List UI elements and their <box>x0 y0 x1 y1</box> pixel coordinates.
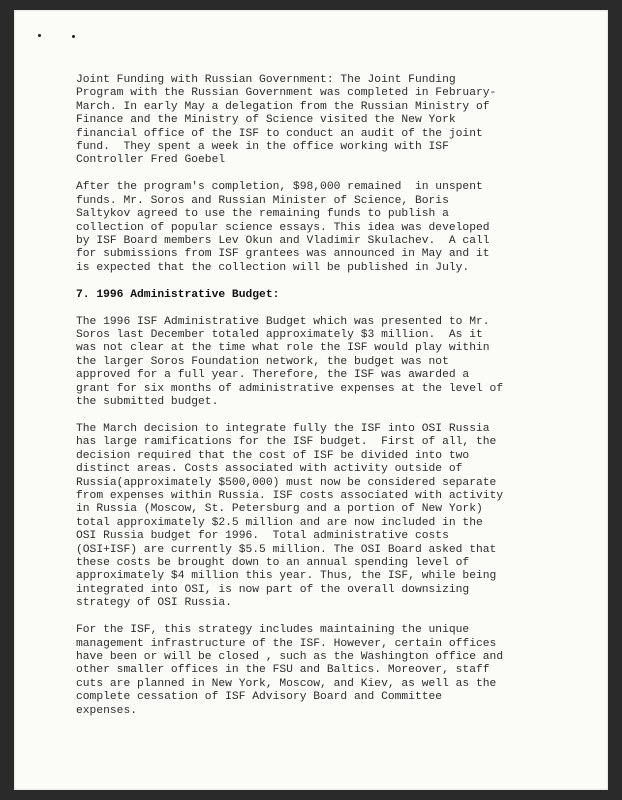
document-page <box>14 10 608 790</box>
paragraph-gap <box>76 302 576 316</box>
document-body <box>76 74 576 718</box>
text-line: The March decision to integrate fully the ISF into OSI Russia <box>76 422 490 435</box>
text-line: The 1996 ISF Administrative Budget which was presented to Mr. <box>76 315 490 328</box>
speck-mark <box>38 34 41 37</box>
text-line: complete cessation of ISF Advisory Board and Committee <box>76 691 443 704</box>
text-line: (OSI+ISF) are currently $5.5 million. The OSI Board asked that <box>76 543 497 556</box>
text-line: has large ramifications for the ISF budget. First of all, the <box>76 436 497 449</box>
text-line: financial office of the ISF to conduct an audit of the joint <box>76 127 483 140</box>
text-line: management infrastructure of the ISF. However, certain offices <box>76 637 497 650</box>
text-line: funds. Mr. Soros and Russian Minister of Science, Boris <box>76 194 449 207</box>
text-line: the submitted budget. <box>76 396 219 409</box>
text-line: Program with the Russian Government was completed in February- <box>76 87 497 100</box>
text-line: expenses. <box>76 704 138 717</box>
paragraph-gap <box>76 168 576 182</box>
text-line: distinct areas. Costs associated with activity outside of <box>76 463 463 476</box>
text-line: these costs be brought down to an annual spending level of <box>76 557 470 569</box>
text-line: was not clear at the time what role the ISF would play within <box>76 342 490 355</box>
text-line: collection of popular science essays. This idea was developed <box>76 221 490 234</box>
paragraph-gap <box>76 409 576 423</box>
text-line: for submissions from ISF grantees was announced in May and it <box>76 248 490 261</box>
text-line: integrated into OSI, is now part of the overall downsizing <box>76 583 470 596</box>
text-line: in Russia (Moscow, St. Petersburg and a portion of New York) <box>76 503 483 516</box>
text-line: March. In early May a delegation from the Russian Ministry of <box>76 100 490 113</box>
section-heading: 7. 1996 Administrative Budget: <box>76 288 280 301</box>
paragraph-unspent-funds <box>76 181 576 275</box>
text-line: by ISF Board members Lev Okun and Vladimir Skulachev. A call <box>76 234 490 247</box>
text-line: grant for six months of administrative expenses at the level of <box>76 382 504 395</box>
text-line: strategy of OSI Russia. <box>76 597 232 610</box>
paragraph-gap <box>76 275 576 289</box>
text-line: Soros last December totaled approximately $3 million. As it <box>76 329 483 341</box>
text-line: the larger Soros Foundation network, the budget was not <box>76 355 449 368</box>
text-line: Saltykov agreed to use the remaining funds to publish a <box>76 208 449 221</box>
text-line: Controller Fred Goebel <box>76 154 226 167</box>
text-line: Joint Funding with Russian Government: The Joint Funding <box>76 74 456 86</box>
paragraph-march-decision <box>76 423 576 611</box>
text-line: Russia(approximately $500,000) must now be considered separate <box>76 476 497 489</box>
text-line: decision required that the cost of ISF be divided into two <box>76 449 470 462</box>
paragraph-strategy <box>76 624 576 718</box>
text-line: For the ISF, this strategy includes maintaining the unique <box>76 624 470 637</box>
scan-specks <box>38 34 98 44</box>
text-line: OSI Russia budget for 1996. Total administrative costs <box>76 530 449 543</box>
text-line: approved for a full year. Therefore, the ISF was awarded a <box>76 369 470 382</box>
text-line: have been or will be closed , such as the Washington office and <box>76 650 504 663</box>
paragraph-gap <box>76 611 576 625</box>
text-line: approximately $4 million this year. Thus, the ISF, while being <box>76 570 497 583</box>
speck-mark <box>72 35 75 38</box>
text-line: After the program's completion, $98,000 remained in unspent <box>76 181 483 194</box>
text-line: is expected that the collection will be published in July. <box>76 261 470 274</box>
text-line: other smaller offices in the FSU and Baltics. Moreover, staff <box>76 664 490 677</box>
text-line: Finance and the Ministry of Science visited the New York <box>76 114 456 127</box>
text-line: from expenses within Russia. ISF costs associated with activity <box>76 489 504 502</box>
text-line: cuts are planned in New York, Moscow, and Kiev, as well as the <box>76 677 497 690</box>
text-line: total approximately $2.5 million and are now included in the <box>76 516 483 529</box>
text-line: fund. They spent a week in the office working with ISF <box>76 141 449 154</box>
paragraph-budget-presented <box>76 316 576 410</box>
paragraph-joint-funding <box>76 74 576 168</box>
